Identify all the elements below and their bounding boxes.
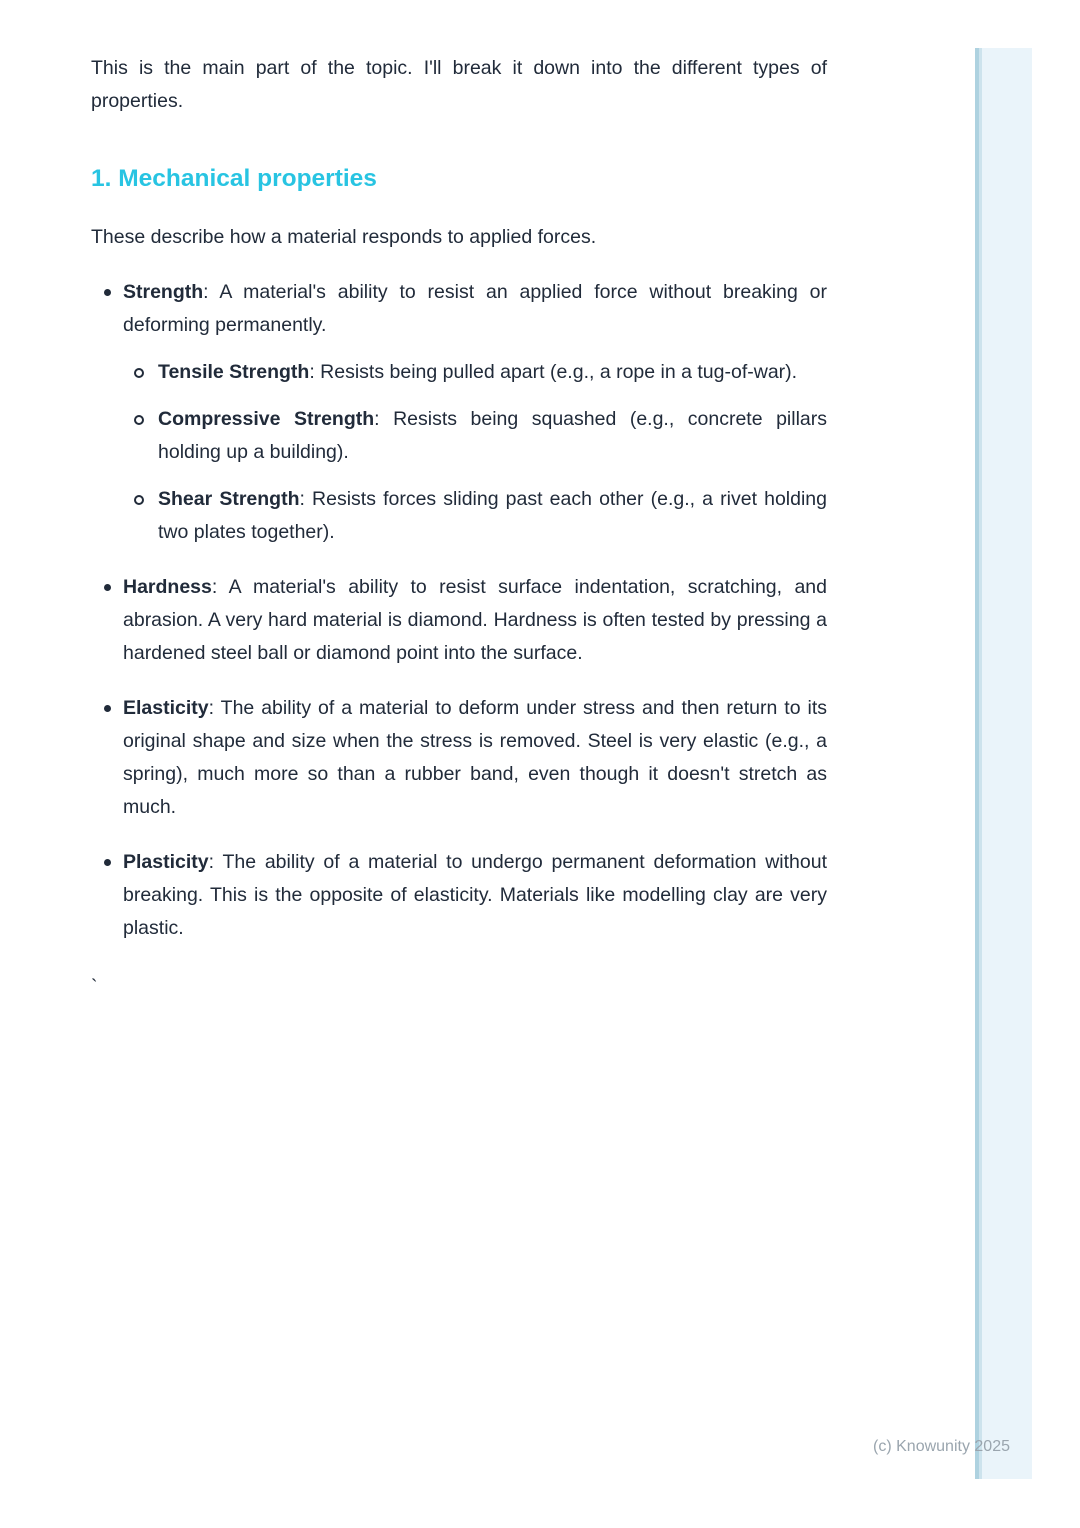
lead-paragraph: These describe how a material responds to applied forces. [91, 226, 597, 248]
list-item-shear-strength [123, 483, 827, 549]
list-item-text: : Resists being squashed (e.g., concrete pillars holding up a building). [158, 408, 827, 463]
stray-backtick: ` [91, 976, 98, 998]
list-item-compressive-strength [123, 403, 827, 469]
list-item-text: : A material's ability to resist surface indentation, scratching, and abrasion. A very hard material is diamond. Hardness is often tested by pressing a hardened steel ball or diamond point into the surface. [123, 576, 827, 664]
list-item-plasticity [91, 846, 827, 945]
document-content [91, 52, 827, 1024]
list-item-term: Strength [123, 281, 204, 303]
footer-credit: (c) Knowunity 2025 [873, 1438, 1010, 1455]
intro-paragraph: This is the main part of the topic. I'll break it down into the different types of properties. [91, 57, 827, 112]
list-item-text: : Resists being pulled apart (e.g., a rope in a tug-of-war). [309, 361, 798, 383]
list-item-term: Shear Strength [158, 488, 300, 510]
list-item-text: : A material's ability to resist an applied force without breaking or deforming permanently. [123, 281, 827, 336]
page-edge-strip [975, 48, 1032, 1479]
list-item-term: Plasticity [123, 851, 209, 873]
list-item-strength [91, 276, 827, 549]
list-item-hardness [91, 571, 827, 670]
list-item-term: Tensile Strength [158, 361, 310, 383]
list-item-tensile-strength [123, 356, 827, 389]
properties-list [91, 276, 827, 945]
section-heading: 1. Mechanical properties [91, 165, 377, 192]
list-item-term: Hardness [123, 576, 212, 598]
list-item-text: : The ability of a material to deform under stress and then return to its original shape and size when the stress is removed. Steel is very elastic (e.g., a spring), much more so than a rubber band, even though it doesn't stretch as much. [123, 697, 827, 818]
list-item-text: : Resists forces sliding past each other (e.g., a rivet holding two plates together). [158, 488, 827, 543]
list-item-term: Elasticity [123, 697, 209, 719]
strength-sub-list [123, 356, 827, 549]
list-item-text: : The ability of a material to undergo permanent deformation without breaking. This is the opposite of elasticity. Materials like modelling clay are very plastic. [123, 851, 827, 939]
list-item-elasticity [91, 692, 827, 824]
list-item-term: Compressive Strength [158, 408, 375, 430]
